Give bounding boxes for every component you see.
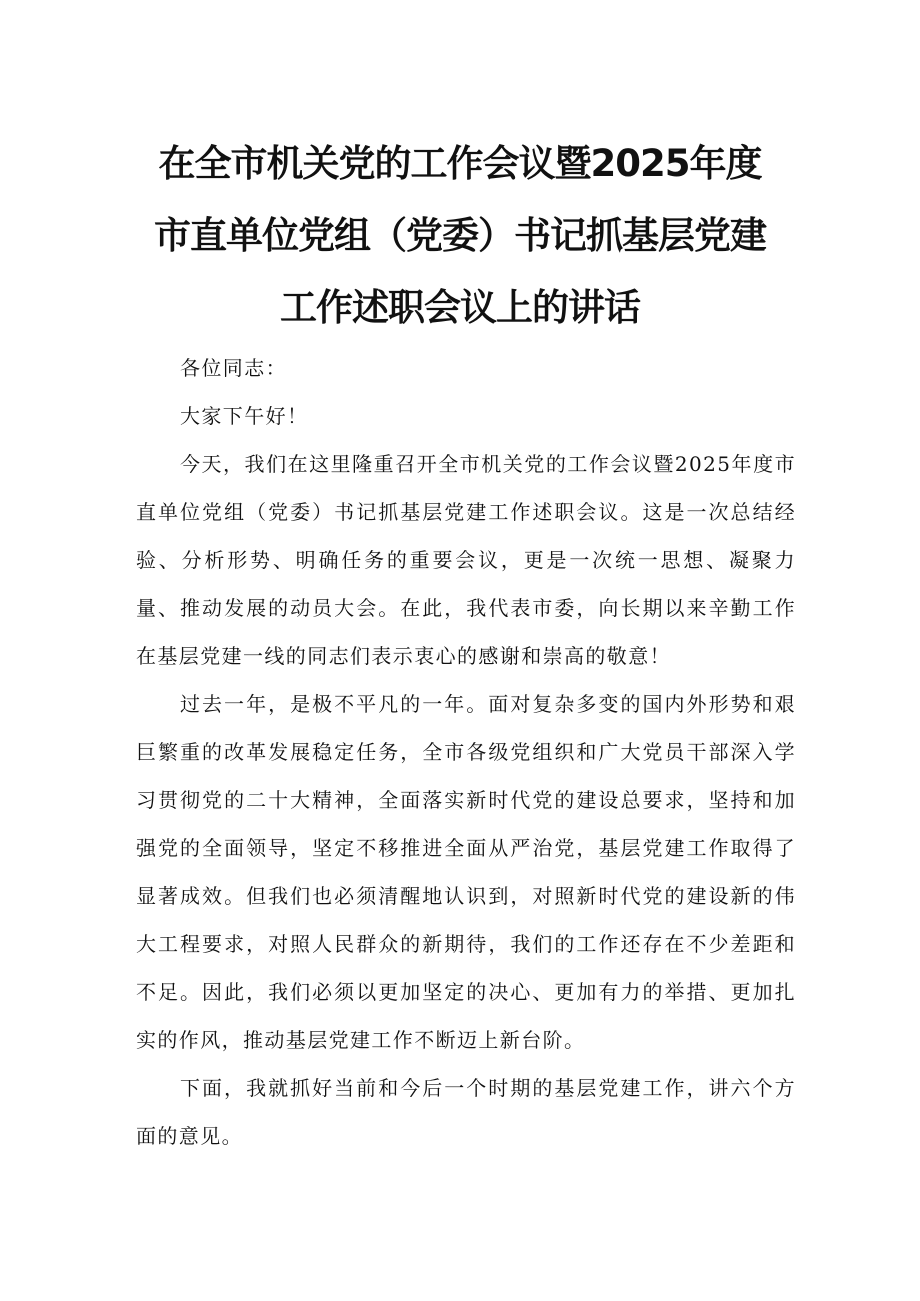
title-line-3: 工作述职会议上的讲话 — [280, 286, 640, 329]
body-paragraph-outline: 下面，我就抓好当前和今后一个时期的基层党建工作，讲六个方面的意见。 — [136, 1076, 796, 1148]
body-paragraph-review: 过去一年，是极不平凡的一年。面对复杂多变的国内外形势和艰巨繁重的改革发展稳定任务，全市各级党组织和广大党员干部深入学习贯彻党的二十大精神，全面落实新时代党的建设总要求，坚持和加强党的全面领导，坚定不移推进全面从严治党，基层党建工作取得了显著成效。但我们也必须清醒地认识到，对照新时代党的建设新的伟大工程要求，对照人民群众的新期待，我们的工作还存在不少差距和不足。因此，我们必须以更加坚定的决心、更加有力的举措、更加扎实的作风，推动基层党建工作不断迈上新台阶。 — [136, 692, 796, 1052]
greeting: 大家下午好！ — [180, 404, 309, 428]
body-paragraph-opening: 今天，我们在这里隆重召开全市机关党的工作会议暨2025年度市直单位党组（党委）书记抓基层党建工作述职会议。这是一次总结经验、分析形势、明确任务的重要会议，更是一次统一思想、凝聚力量、推动发展的动员大会。在此，我代表市委，向长期以来辛勤工作在基层党建一线的同志们表示衷心的感谢和崇高的敬意！ — [136, 452, 796, 668]
document-body — [136, 344, 796, 1160]
title-line-2: 市直单位党组（党委）书记抓基层党建 — [154, 214, 766, 257]
title-line-1: 在全市机关党的工作会议暨2025年度 — [158, 142, 762, 185]
salutation: 各位同志： — [180, 356, 287, 380]
document-title — [0, 128, 920, 344]
